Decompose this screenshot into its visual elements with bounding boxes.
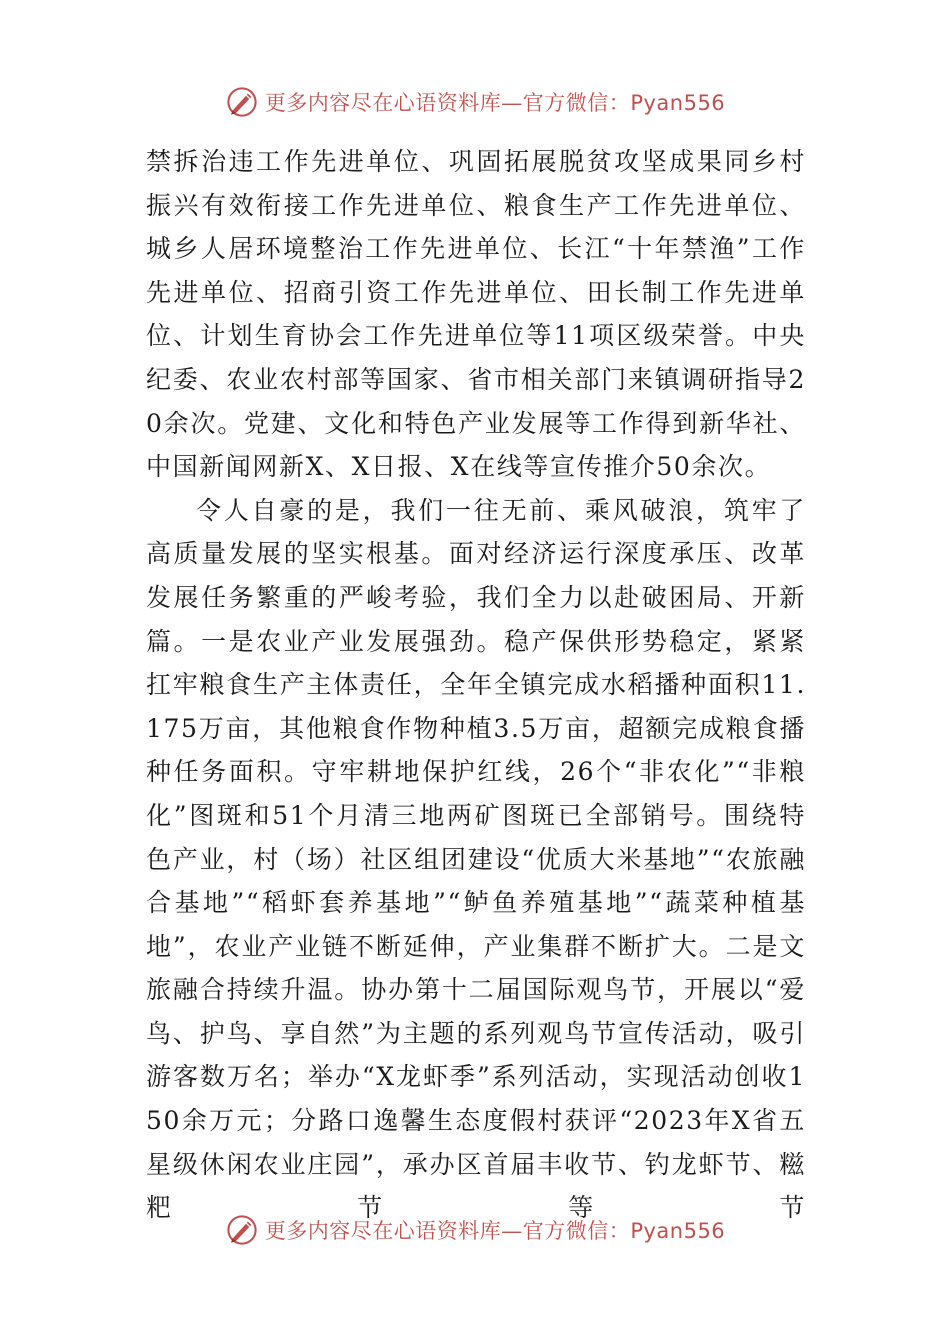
header-banner-wechat-id: Pyan556 <box>630 91 726 115</box>
footer-banner-inner <box>225 1213 725 1247</box>
footer-banner-cn: 更多内容尽在心语资料库—官方微信： <box>264 1219 631 1243</box>
pen-logo-icon <box>225 1213 259 1247</box>
footer-banner-text <box>265 1215 725 1245</box>
footer-banner-wechat-id: Pyan556 <box>630 1219 726 1243</box>
footer-banner <box>0 1210 950 1250</box>
header-banner-inner <box>225 85 725 119</box>
header-banner-cn: 更多内容尽在心语资料库—官方微信： <box>264 91 631 115</box>
document-body <box>146 140 806 1230</box>
body-paragraph-2: 令人自豪的是，我们一往无前、乘风破浪，筑牢了高质量发展的坚实根基。面对经济运行深度承压、改革发展任务繁重的严峻考验，我们全力以赴破困局、开新篇。一是农业产业发展强劲。稳产保供形势稳定，紧紧扛牢粮食生产主体责任，全年全镇完成水稻播种面积11.175万亩，其他粮食作物种植3.5万亩，超额完成粮食播种任务面积。守牢耕地保护红线，26个“非农化”“非粮化”图斑和51个月清三地两矿图斑已全部销号。围绕特色产业，村（场）社区组团建设“优质大米基地”“农旅融合基地”“稻虾套养基地”“鲈鱼养殖基地”“蔬菜种植基地”，农业产业链不断延伸，产业集群不断扩大。二是文旅融合持续升温。协办第十二届国际观鸟节，开展以“爱鸟、护鸟、享自然”为主题的系列观鸟节宣传活动，吸引游客数万名；举办“X龙虾季”系列活动，实现活动创收150余万元；分路口逸馨生态度假村获评“2023年X省五星级休闲农业庄园”，承办区首届丰收节、钓龙虾节、糍粑节等节 <box>146 495 806 1223</box>
header-banner-text <box>265 87 725 117</box>
header-banner <box>0 82 950 122</box>
pen-logo-icon <box>225 85 259 119</box>
body-paragraph-1: 禁拆治违工作先进单位、巩固拓展脱贫攻坚成果同乡村振兴有效衔接工作先进单位、粮食生产工作先进单位、城乡人居环境整治工作先进单位、长江“十年禁渔”工作先进单位、招商引资工作先进单位、田长制工作先进单位、计划生育协会工作先进单位等11项区级荣誉。中央纪委、农业农村部等国家、省市相关部门来镇调研指导20余次。党建、文化和特色产业发展等工作得到新华社、中国新闻网新X、X日报、X在线等宣传推介50余次。 <box>146 147 806 482</box>
